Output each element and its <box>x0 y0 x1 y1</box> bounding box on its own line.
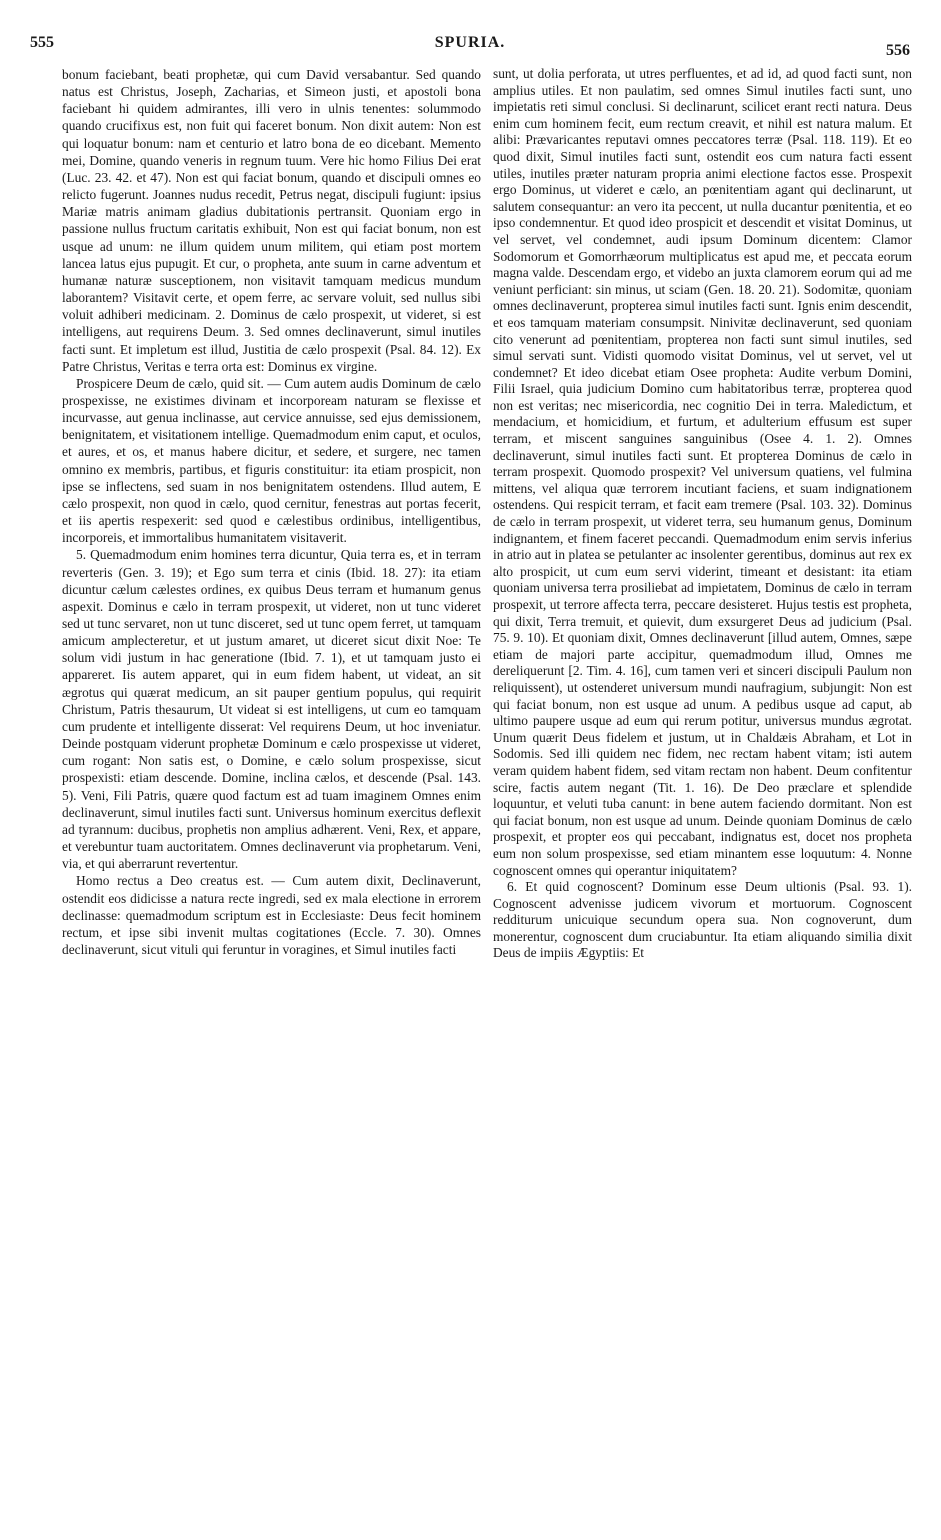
paragraph: sunt, ut dolia perforata, ut utres perfluentes, et ad id, ad quod facti sunt, non amplius utiles. Et non paulatim, sed omnes Simul inutiles facti sunt, uno impietatis reti simul conclusi. Si declinarunt, scilicet erant recti natura. Deus enim cum hominem fecit, eum rectum creavit, et nihil est natura malum. Et alibi: Prævaricantes reputavi omnes peccatores terræ (Psal. 118. 119). Et eo quod dixit, Simul inutiles facti sunt, ostendit eos cum natura facti essent utiles, inutiles præter naturam propria animi electione factos esse. Prospexit ergo Dominus, ut videret e cælo, an pœnitentiam agant qui declinarunt, ut salutem consequantur: an vero ita peccent, ut nulla ducantur pœnitentia, et eo ipso condemnentur. Et quod ideo prospicit et descendit et visitat Dominus, ut vel servet, vel condemnet, audi ipsum Dominum dicentem: Clamor Sodomorum et Gomorrhæorum multiplicatus est apud me, et peccata eorum magna valde. Descendam ergo, et videbo an juxta clamorem eorum qui ad me veniunt perficiant: sin minus, ut sciam (Gen. 18. 20. 21). Sodomitæ, quoniam omnes declinaverunt, propterea simul inutiles facti sunt. Ignis enim descendit, et eos tamquam materiam consumpsit. Ninivitæ declinaverunt, sed quoniam cito venerunt ad pœnitentiam, propterea non facti sunt simul inutiles, sed simul servati sunt. Vidisti quomodo visitat Dominus, vel ut servet, vel ut condemnet? Et ideo dicebat etiam Osee propheta: Audite verbum Domini, Filii Israel, quia judicium Domino cum habitatoribus terræ, propterea quod non est veritas; nec misericordia, nec cognitio Dei in terra. Maledictum, et mendacium, et homicidium, et furtum, et adulterium effusum est super terram, et miscent sanguines sanguinibus (Osee 4. 1. 2). Omnes declinaverunt, simul inutiles facti sunt. Et propterea Dominus de cælo in terram prospexit. Quomodo prospexit? Vel universum quatiens, vel fulmina mittens, vel aliqua quæ terrorem incutiant faciens, et suam indignationem ostendens. Qui respicit terram, et facit eam tremere (Psal. 103. 32). Dominus de cælo in terram prospexit, ut videret terra, seu humanum genus, Dominum indignantem, et finem faceret peccandi. Quemadmodum enim servis inferius in atrio aut in platea se petulanter ac insolenter gerentibus, dominus aut rex ex alto prospicit, ut cum eum servi viderint, timeant et desistant: ita etiam quoniam universa terra prosiliebat ad impietatem, Dominus de cælo in terram prospexit, ut terrore affecta terra, peccare desisteret. Hujus testis est propheta, qui dixit, Terra tremuit, et quievit, dum exsurgeret Deus ad judicium (Psal. 75. 9. 10). Et quoniam dixit, Omnes declinaverunt [illud autem, Omnes, sæpe etiam de majori parte accipitur, quemadmodum illud, Omnes me dereliquerunt [2. Tim. 4. 16], cum tamen veri et sinceri discipuli Paulum non reliquissent), ut ostenderet universum mundi naufragium, subjungit: Non est qui faciat bonum, non est usque ad unum. A pedibus usque ad caput, ab ultimo paupere usque ad eum qui rerum potitur, universus mundus ægrotat. Unum quærit Deus fidelem et justum, ut in Chaldæis Abraham, et Lot in Sodomis. Sed illi quidem nec fidem, nec rectam habent vitam; isti autem veram quidem habent fidem, sed vitam rectam non habent. Deum confitentur scire, factis autem negant (Tit. 1. 16). De Deo præclare et splendide loquuntur, et veluti tuba canunt: in bene autem faciendo dormitant. Non est qui faciat bonum, non est usque ad unum. Deinde quoniam Dominus de cælo prospexit, et propter eos qui peccabant, indignatus est, docet nos propheta eum non solum prospexisse, sed etiam minantem esse loquutum: 4. Nonne cognoscent omnes qui operantur iniquitatem? <box>493 66 912 878</box>
running-title: SPURIA. <box>434 34 506 51</box>
paragraph: Prospicere Deum de cælo, quid sit. — Cum autem audis Dominum de cælo prospexisse, ne existimes divinam et incorpoream naturam se flexisse et incurvasse, aut genua inclinasse, aut cervice annuisse, sed ejus demissionem, benignitatem, et visitationem intellige. Quemadmodum enim caput, et oculos, et aures, et os, et manus habere dicitur, et sedere, et surgere, nec tamen omnino ex membris, partibus, et figuris constituitur: ita etiam prospicit, non ipse se inflectens, sed suam in nos benignitatem ostendens. Illud autem, E cælo prospexit, non quod in cælo, quod cernitur, fenestras aut portas fecerit, et iis apertis respexerit: sed quod e cælestibus ordinibus, intelligentibus, incorporeis, et immortalibus humanitatem visitaverit. <box>62 375 481 546</box>
paragraph: 5. Quemadmodum enim homines terra dicuntur, Quia terra es, et in terram reverteris (Gen. 3. 19); et Ego sum terra et cinis (Ibid. 18. 27): ita etiam dicuntur cælum cælestes ordines, ex quibus Deus terram et humanum genus aspexit. Dominus e cælo in terram prospexit, ut videret, non ut tunc videret sed ut tunc servaret, non ut tunc disceret, sed ut tunc opem ferret, ut tamquam amicum amplecteretur, et ut justum amaret, ut diceret sicut dixit Noe: Te solum vidi justum in hac generatione (Ibid. 7. 1), et ut tamquam justo ei appareret. Iis autem apparet, qui in eum fidem habent, ut videat, an sit ægrotus qui quærat medicum, an sit pauper gentium populus, qui requirit Christum, Patris thesaurum, Ut videat si est intelligens, ut cum eo tamquam cum prudente et intelligente disserat: Vel requirens Deum, ut hoc inveniatur. Deinde postquam viderunt prophetæ Dominum e cælo prospexisse ut videret, cum rogant: Non satis est, o Domine, e cælo solum prospexisse, sicut prospexisti: etiam descende. Domine, inclina cælos, et descende (Psal. 143. 5). Veni, Fili Patris, quære quod factum est ad tuam imaginem Omnes enim declinaverunt, simul inutiles facti sunt. Universus hominum exercitus deflexit ad tyrannum: ducibus, prophetis non amplius adhærent. Veni, Rex, et appare, et verebuntur tuam auctoritatem. Omnes declinaverunt via prophetarum. Veni, via, et qui aberrarunt revertentur. <box>62 547 481 872</box>
paragraph: Homo rectus a Deo creatus est. — Cum autem dixit, Declinaverunt, ostendit eos didicisse a natura recte ingredi, sed ex mala electione in errorem declinasse: quemadmodum scriptum est in Ecclesiaste: Deus fecit hominem rectum, et ipse sibi invenit multas cogitationes (Eccle. 7. 30). Omnes declinaverunt, sicut vituli qui feruntur in voragines, et Simul inutiles facti <box>62 873 481 957</box>
page-number-left: 555 <box>30 34 54 51</box>
page-header <box>30 34 910 58</box>
paragraph: 6. Et quid cognoscent? Dominum esse Deum ultionis (Psal. 93. 1). Cognoscent advenisse judicem vivorum et mortuorum. Cognoscent redditurum unicuique secundum opera sua. Non cognoverunt, dum monerentur, cognoscent dum cruciabuntur. Ita etiam aliquando similia dixit Deus de impiis Ægyptiis: Et <box>493 879 912 961</box>
right-column <box>493 66 912 962</box>
left-column <box>62 66 481 958</box>
page-number-right: 556 <box>886 42 910 59</box>
paragraph: bonum faciebant, beati prophetæ, qui cum David versabantur. Sed quando natus est Christus, Joseph, Zacharias, et Simeon justi, et apostoli bona faciebant hi quidem admirantes, illi vero in ulnis tenentes: solummodo quando crucifixus est, non fuit qui faceret bonum. Non dixit autem: Non est qui loquatur bonum: nam et centurio et latro bona de eo dicebant. Memento mei, Domine, quando veneris in regnum tuum. Vere hic homo Filius Dei erat (Luc. 23. 42. et 47). Non est qui faciat bonum, quando et discipuli omnes eo relicto fugerunt. Joannes nudus recedit, Petrus negat, discipuli fugiunt: ipsius Mariæ matris animam gladius dubitationis pertransit. Quoniam ergo in passione nullus fructum caritatis exhibuit, Non est qui faciat bonum, non est usque ad unum: ne illum quidem unum militem, qui etiam post mortem lancea latus ejus pupugit. Et cur, o propheta, ante suum in carne adventum et humanæ naturæ susceptionem, non visitavit tamquam medicus mundum laborantem? Visitavit certe, et opem ferre, ac servare voluit, sed nullus sibi voluit adhiberi medicinam. 2. Dominus de cælo prospexit, ut videret, si est intelligens, aut requirens Deum. 3. Sed omnes declinaverunt, simul inutiles facti sunt. Et impletum est illud, Justitia de cælo prospexit (Psal. 84. 12). Ex Patre Christus, Veritas e terra orta est: Dominus ex virgine. <box>62 67 481 374</box>
